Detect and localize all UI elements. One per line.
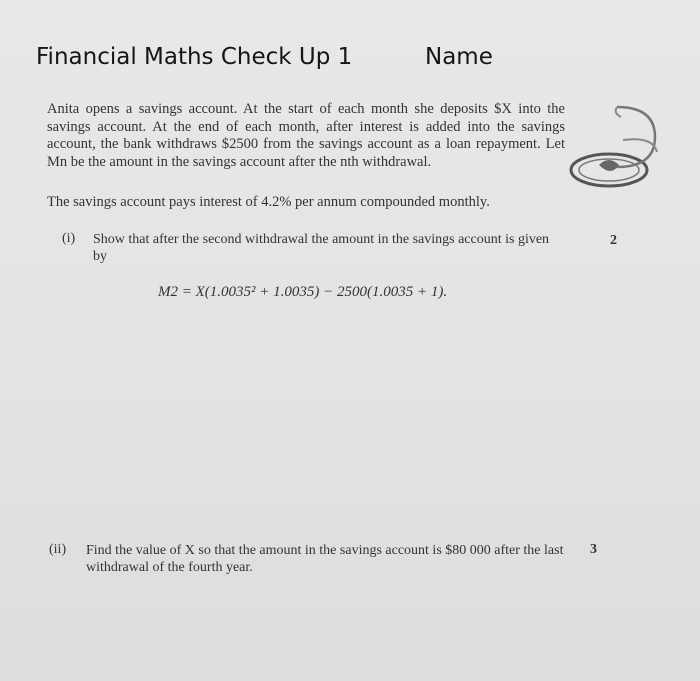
part-i-equation: M2 = X(1.0035² + 1.0035) − 2500(1.0035 + 1). <box>158 284 448 300</box>
part-i-text: Show that after the second withdrawal the amount in the savings account is given by <box>93 232 550 264</box>
interest-statement: The savings account pays interest of 4.2% per annum compounded monthly. <box>47 194 490 210</box>
part-ii-number: (ii) <box>49 542 67 557</box>
name-label: Name <box>425 44 493 70</box>
coin-logo-icon <box>565 95 675 205</box>
part-i-marks: 2 <box>610 233 617 248</box>
part-ii-text: Find the value of X so that the amount in the savings account is $80 000 after the last withdrawal of the fourth year. <box>86 543 564 575</box>
intro-paragraph: Anita opens a savings account. At the start of each month she deposits $X into the savings account. At the end of each month, after interest is added into the savings account, the bank withdraws $2500 from the savings account as a loan repayment. Let Mn be the amount in the savings account after the nth withdrawal. <box>47 101 565 170</box>
part-ii-marks: 3 <box>590 542 597 557</box>
page-title: Financial Maths Check Up 1 <box>36 44 353 70</box>
part-i-number: (i) <box>62 231 76 246</box>
